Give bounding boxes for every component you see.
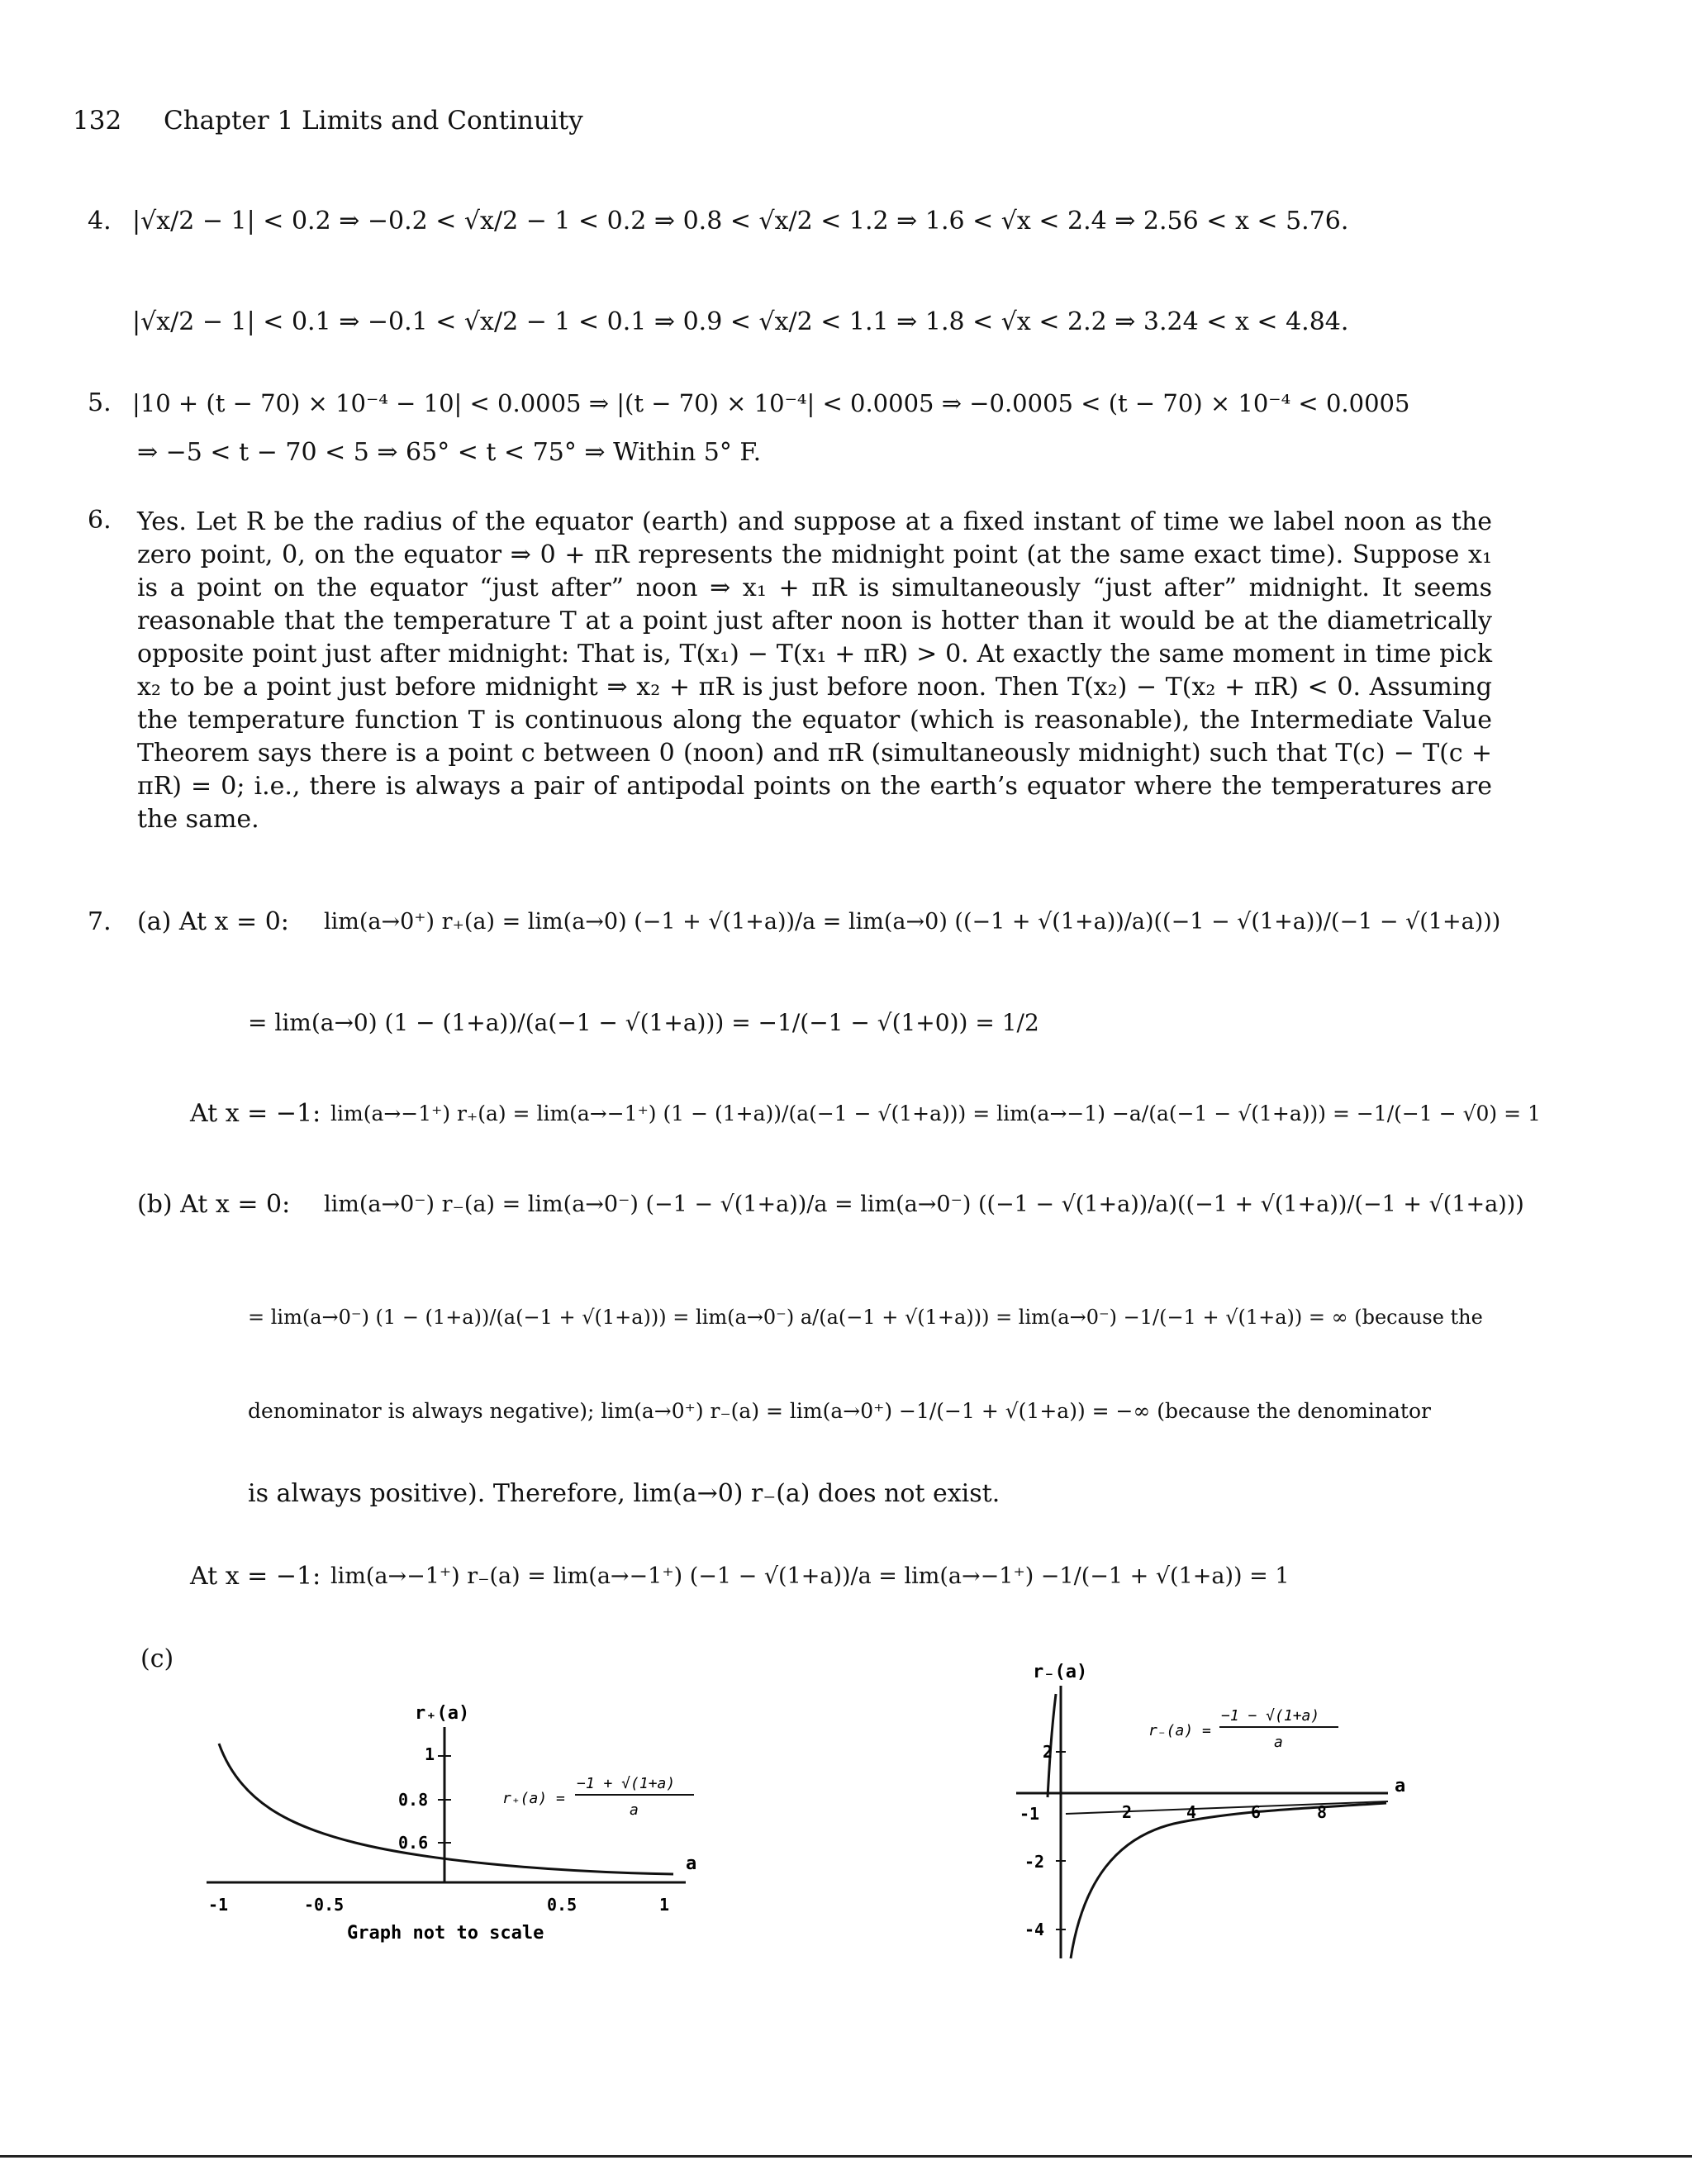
page-number: 132 xyxy=(73,106,122,136)
problem-7a-line-2: = lim(a→0) (1 − (1+a))/(a(−1 − √(1+a))) = −1/(−1 − √(1+0)) = 1/2 xyxy=(248,1009,1039,1036)
problem-7a-line-1: lim(a→0⁺) r₊(a) = lim(a→0) (−1 + √(1+a))/a = lim(a→0) ((−1 + √(1+a))/a)((−1 − √(1+a))/(−1 − √(1+a))) xyxy=(324,909,1501,935)
graph-right-xlabel: a xyxy=(1395,1776,1406,1796)
graph-r-plus xyxy=(190,1677,719,1950)
problem-7b-line-3: denominator is always negative); lim(a→0⁺) r₋(a) = lim(a→0⁺) −1/(−1 + √(1+a)) = −∞ (because the denominator xyxy=(248,1399,1431,1423)
problem-7c-label: (c) xyxy=(140,1644,174,1673)
x-tick-label-neg1: -1 xyxy=(208,1895,229,1915)
problem-7a-label: (a) At x = 0: xyxy=(137,907,289,936)
problem-5-number: 5. xyxy=(88,388,112,417)
graph-right-formula-lhs: r₋(a) = xyxy=(1148,1722,1211,1739)
problem-7b-x-neg1: lim(a→−1⁺) r₋(a) = lim(a→−1⁺) (−1 − √(1+a))/a = lim(a→−1⁺) −1/(−1 + √(1+a)) = 1 xyxy=(330,1563,1290,1589)
problem-7b-line-4: is always positive). Therefore, lim(a→0) r₋(a) does not exist. xyxy=(248,1479,1000,1508)
graph-left-formula-lhs: r₊(a) = xyxy=(502,1790,565,1807)
problem-4-number: 4. xyxy=(88,207,112,236)
problem-5-line-1: |10 + (t − 70) × 10⁻⁴ − 10| < 0.0005 ⇒ |(t − 70) × 10⁻⁴| < 0.0005 ⇒ −0.0005 < (t − 70) × 10⁻⁴ < 0.0005 xyxy=(132,389,1410,417)
y-tick-label-0.8: 0.8 xyxy=(398,1790,429,1810)
graph-left-ylabel: r₊(a) xyxy=(415,1703,470,1724)
r-minus-curve-right xyxy=(1071,1803,1386,1958)
x-tick-label-neg0.5: -0.5 xyxy=(304,1895,345,1915)
graph-right-ylabel: r₋(a) xyxy=(1033,1662,1088,1682)
y-tick-label-neg1: -1 xyxy=(1019,1804,1040,1824)
x-tick-label-4: 4 xyxy=(1186,1802,1197,1822)
problem-4-line-2: |√x/2 − 1| < 0.1 ⇒ −0.1 < √x/2 − 1 < 0.1 ⇒ 0.9 < √x/2 < 1.1 ⇒ 1.8 < √x < 2.2 ⇒ 3.24 < x < 4.84. xyxy=(132,307,1349,336)
problem-7a-x-neg1-label: At x = −1: xyxy=(190,1099,321,1128)
chapter-title: Chapter 1 Limits and Continuity xyxy=(164,106,583,136)
graph-left-caption: Graph not to scale xyxy=(347,1923,544,1944)
x-tick-label-8: 8 xyxy=(1317,1802,1328,1822)
problem-4-line-1: |√x/2 − 1| < 0.2 ⇒ −0.2 < √x/2 − 1 < 0.2 ⇒ 0.8 < √x/2 < 1.2 ⇒ 1.6 < √x < 2.4 ⇒ 2.56 < x < 5.76. xyxy=(132,207,1349,236)
problem-7b-x-neg1-label: At x = −1: xyxy=(190,1562,321,1591)
graph-r-minus xyxy=(1000,1653,1429,1967)
graph-right-formula-num: −1 − √(1+a) xyxy=(1221,1707,1320,1725)
problem-7b-line-1: lim(a→0⁻) r₋(a) = lim(a→0⁻) (−1 − √(1+a))/a = lim(a→0⁻) ((−1 − √(1+a))/a)((−1 + √(1+a))/(−1 + √(1+a))) xyxy=(324,1192,1524,1217)
problem-6-number: 6. xyxy=(88,506,112,535)
y-tick-label-2: 2 xyxy=(1043,1742,1053,1762)
x-tick-label-0.5: 0.5 xyxy=(547,1895,577,1915)
graph-left-formula-num: −1 + √(1+a) xyxy=(577,1775,676,1792)
problem-7a-x-neg1: lim(a→−1⁺) r₊(a) = lim(a→−1⁺) (1 − (1+a))/(a(−1 − √(1+a))) = lim(a→−1) −a/(a(−1 − √(1+a))) = −1/(−1 − √0) = 1 xyxy=(330,1102,1541,1125)
y-tick-label-neg4: -4 xyxy=(1024,1920,1045,1939)
x-tick-label-6: 6 xyxy=(1251,1802,1262,1822)
y-tick-label-1: 1 xyxy=(425,1744,435,1764)
r-plus-curve xyxy=(219,1744,676,1874)
x-tick-label-1: 1 xyxy=(659,1895,670,1915)
graph-left-xlabel: a xyxy=(686,1853,697,1874)
problem-7b-label: (b) At x = 0: xyxy=(137,1190,291,1219)
graph-left-formula-den: a xyxy=(630,1801,639,1819)
page-bottom-rule xyxy=(0,2155,1692,2158)
graph-right-formula-den: a xyxy=(1274,1734,1283,1751)
y-tick-label-0.6: 0.6 xyxy=(398,1833,429,1853)
problem-6-text: Yes. Let R be the radius of the equator (earth) and suppose at a fixed instant of time we label noon as the zero point, 0, on the equator ⇒ 0 + πR represents the midnight point (at the same exact time). Suppose x₁ is a point on the equator “just after” noon ⇒ x₁ + πR is simultaneously “just after” midnight. It seems reasonable that the temperature T at a point just after noon is hotter than it would be at the diametrically opposite point just after midnight: That is, T(x₁) − T(x₁ + πR) > 0. At exactly the same moment in time pick x₂ to be a point just before midnight ⇒ x₂ + πR is just before noon. Then T(x₂) − T(x₂ + πR) < 0. Assuming the temperature function T is continuous along the equator (which is reasonable), the Intermediate Value Theorem says there is a point c between 0 (noon) and πR (simultaneously midnight) such that T(c) − T(c + πR) = 0; i.e., there is always a pair of antipodal points on the earth’s equator where the temperatures are the same. xyxy=(137,507,1492,834)
y-tick-label-neg2: -2 xyxy=(1024,1852,1045,1872)
problem-7b-line-2: = lim(a→0⁻) (1 − (1+a))/(a(−1 + √(1+a))) = lim(a→0⁻) a/(a(−1 + √(1+a))) = lim(a→0⁻) −1/(−1 + √(1+a)) = ∞ (because the xyxy=(248,1306,1483,1329)
x-tick-label-2: 2 xyxy=(1122,1802,1133,1822)
problem-5-line-2: ⇒ −5 < t − 70 < 5 ⇒ 65° < t < 75° ⇒ Within 5° F. xyxy=(137,438,762,467)
problem-7-number: 7. xyxy=(88,907,112,936)
